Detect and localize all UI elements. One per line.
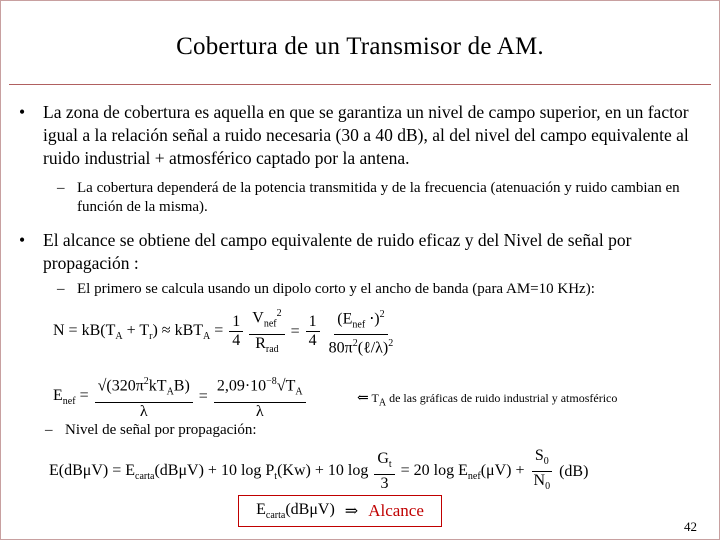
title-box — [9, 9, 711, 85]
right-arrow-icon: ⇒ — [344, 503, 359, 520]
enef-formula: $E_{nef}$ = $\frac{√(320\pi^2kT_AB)}{\lambda}$ = $\frac{2,09\cdot 10^{-8}√T_A}{\lambda}$ — [53, 373, 306, 421]
sub-bullet-dash: – — [45, 422, 53, 438]
sub-bullet-dipole — [57, 280, 717, 299]
alcance-result-box — [238, 495, 442, 527]
noise-formula: $N = kB(T_A + T_r) \approx kBT_A$ = $\frac{1}{4}$ $\frac{V_{nef}^2}{R_{rad}}$ = $\frac{1}{4}$ $\frac{(E_{nef} \cdot)^2}{80\pi^2(\ell/\lambda)^2}$ — [53, 305, 396, 359]
result-label: Alcance — [368, 501, 424, 520]
bullet-text: El alcance se obtiene del campo equivalente de ruido eficaz y del Nivel de señal por propagación : — [43, 230, 632, 273]
left-arrow-icon: ⇐ — [357, 391, 369, 406]
sub-bullet-text: La cobertura dependerá de la potencia transmitida y de la frecuencia (atenuación y ruido cambian en función de la misma). — [77, 180, 680, 215]
sub-bullet-coverage — [57, 179, 699, 217]
sub-bullet-text: El primero se calcula usando un dipolo corto y el ancho de banda (para AM=10 KHz): — [77, 281, 595, 297]
signal-level-formula: $E(dB\mu V) = E_{carta}(dB\mu V) + 10$ $\log P_t(Kw) + 10$ log $\frac{G_t}{3}$ = 20 $\log E_{nef}(\mu V)$ + $\frac{S_0}{N_0}$ (dB) — [49, 447, 589, 493]
ecarta-expression: $E_{carta}(dB\mu V)$ — [256, 500, 335, 522]
ta-symbol: T — [371, 391, 379, 405]
ta-subscript: A — [378, 397, 387, 409]
sub-bullet-dash: – — [57, 180, 65, 196]
ta-note-text: de las gráficas de ruido industrial y atmosférico — [389, 391, 618, 405]
bullet-coverage — [19, 101, 703, 170]
sub-bullet-signal — [45, 421, 257, 440]
bullet-dot: • — [19, 102, 26, 122]
slide-title: Cobertura de un Transmisor de AM. — [176, 32, 544, 60]
bullet-dot: • — [19, 230, 26, 250]
sub-bullet-text: Nivel de señal por propagación: — [65, 422, 257, 438]
page-number: 42 — [684, 519, 697, 534]
bullet-range — [19, 229, 703, 275]
ta-note — [357, 390, 617, 408]
sub-bullet-dash: – — [57, 281, 65, 297]
bullet-text: La zona de cobertura es aquella en que se garantiza un nivel de campo superior, en un factor igual a la relación señal a ruido necesaria (30 a 40 dB), al del nivel del campo equivalente al ruido industrial + atmosférico captado por la antena. — [43, 102, 689, 168]
